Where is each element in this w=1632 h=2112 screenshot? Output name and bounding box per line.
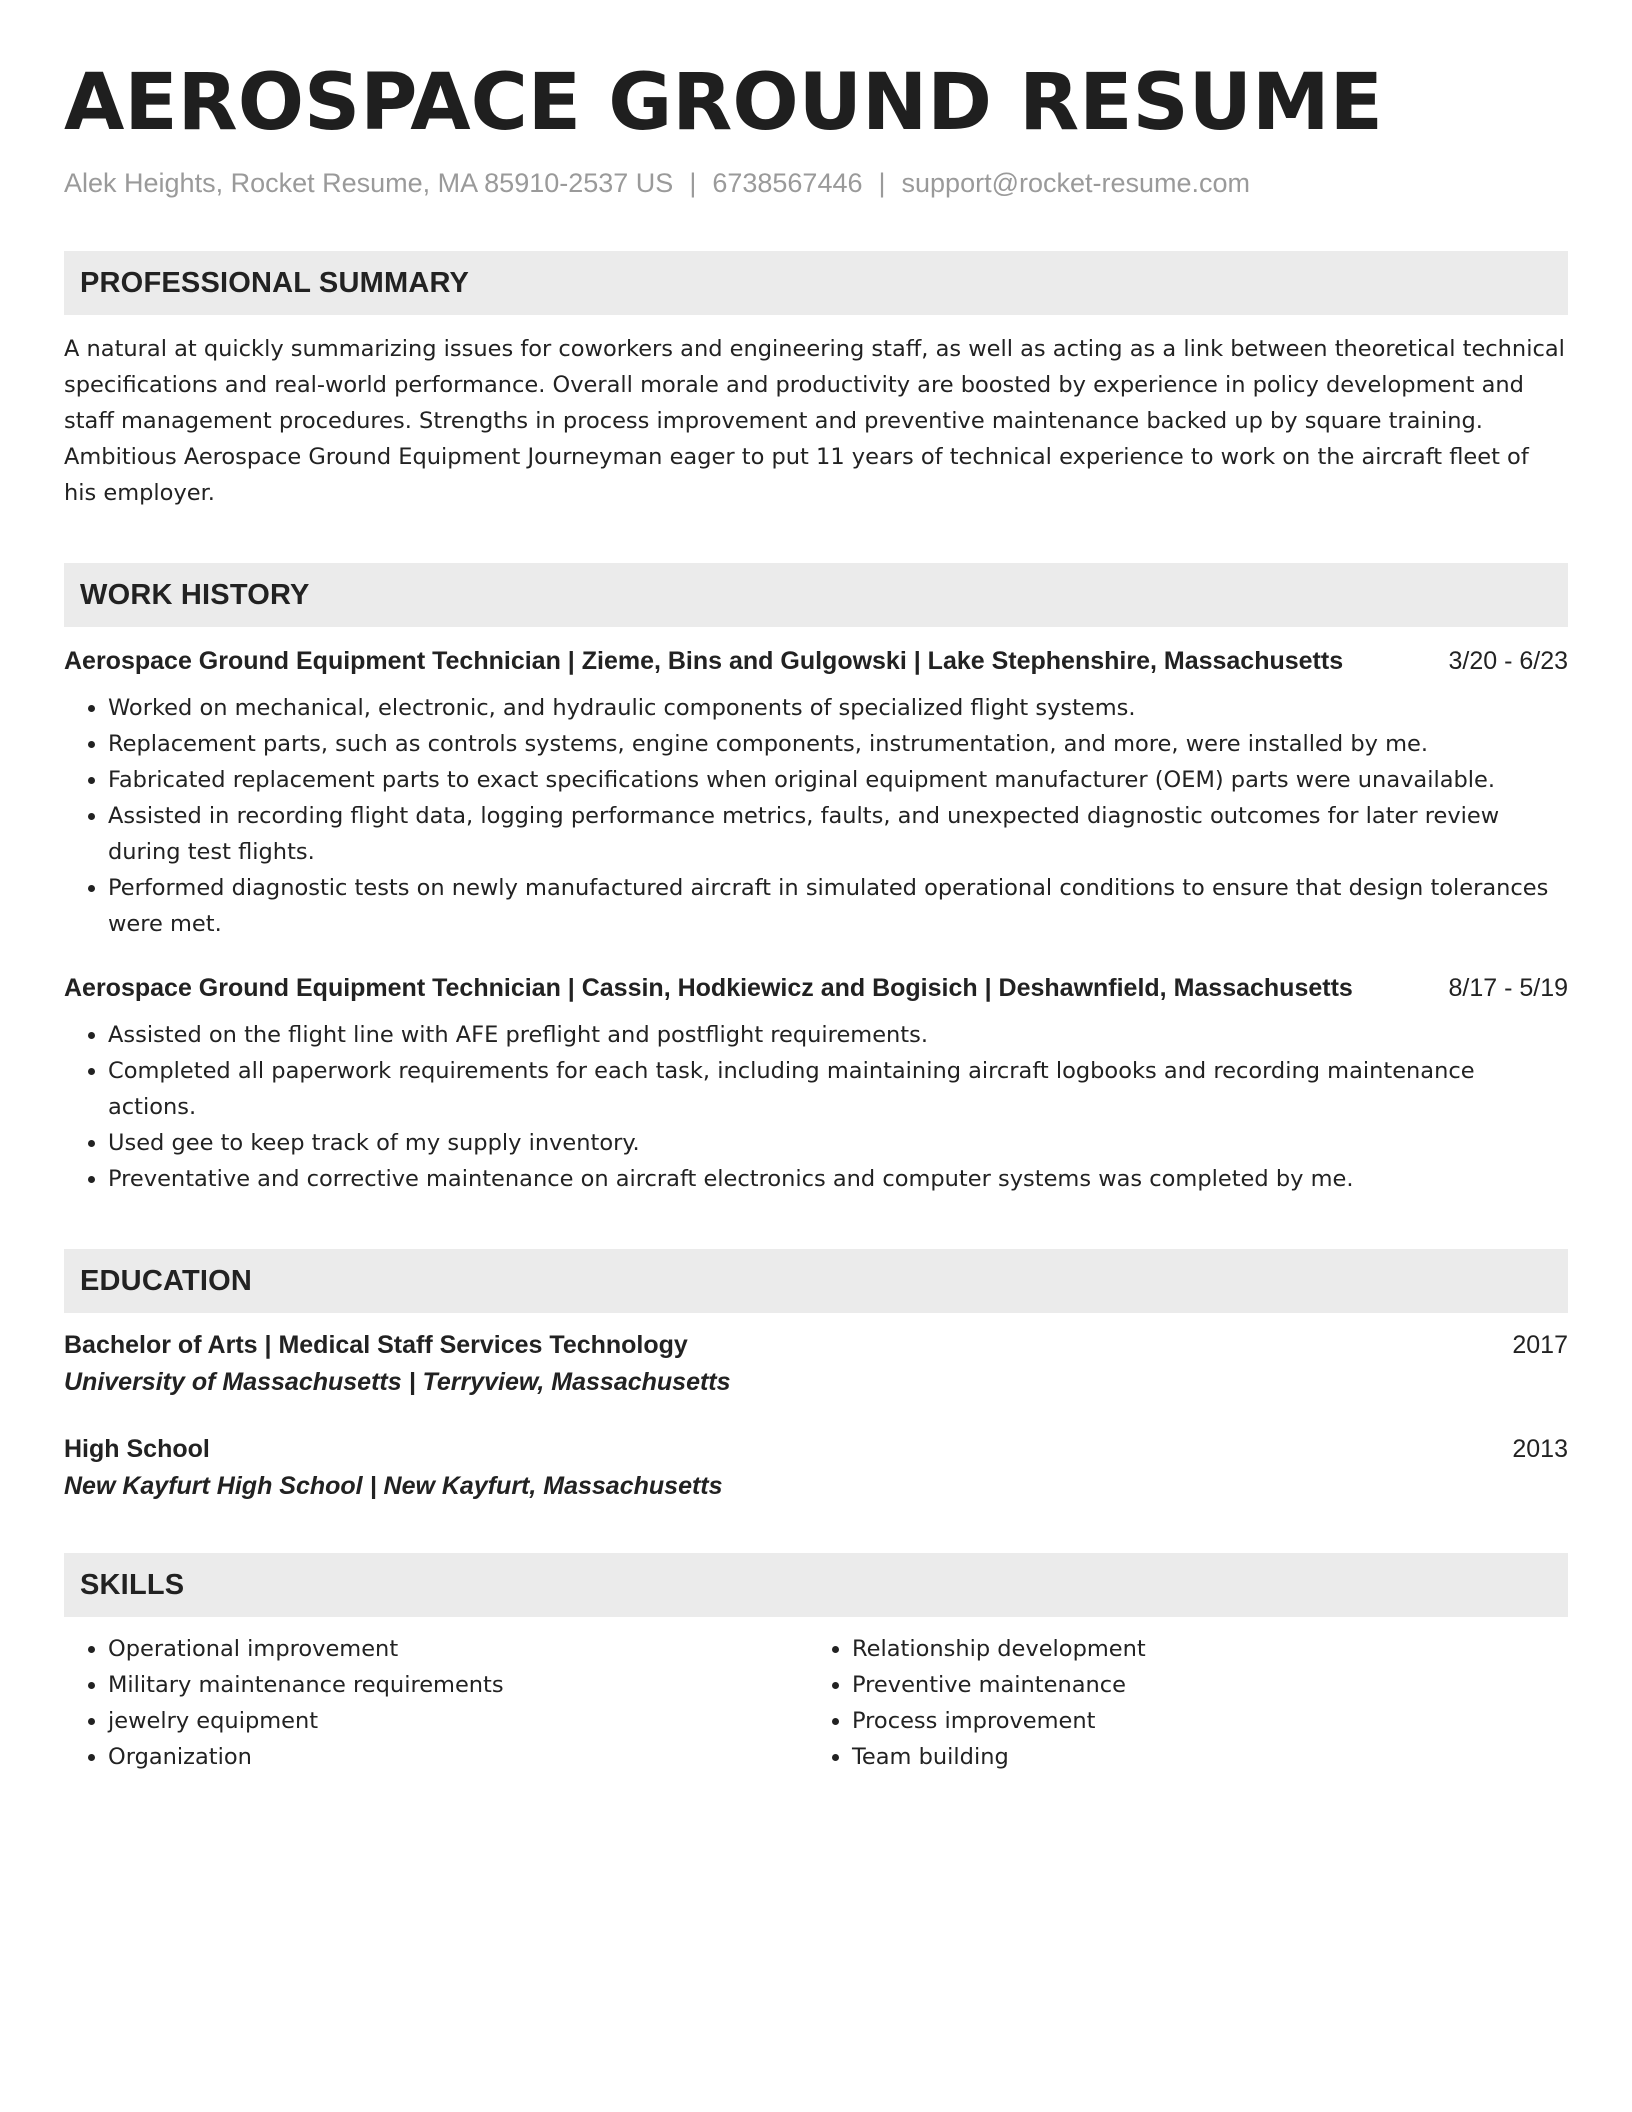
skill-item: • Military maintenance requirements	[108, 1667, 808, 1703]
job-bullet: • Assisted in recording flight data, logging performance metrics, faults, and unexpected diagnostic outcomes for later review during test flights.	[108, 798, 1568, 870]
contact-email: support@rocket-resume.com	[901, 168, 1251, 198]
job-bullet: • Assisted on the flight line with AFE preflight and postflight requirements.	[108, 1017, 1568, 1053]
contact-address: Alek Heights, Rocket Resume, MA 85910-2537 US	[64, 168, 674, 198]
contact-phone: 6738567446	[712, 168, 863, 198]
job-bullet: • Performed diagnostic tests on newly manufactured aircraft in simulated operational conditions to ensure that design tolerances were met.	[108, 870, 1568, 942]
job-header	[64, 647, 1568, 676]
job-title: Aerospace Ground Equipment Technician | Zieme, Bins and Gulgowski | Lake Stephenshire, Massachusetts	[64, 647, 1344, 675]
job-entry	[64, 974, 1568, 1197]
section-header-education: EDUCATION	[64, 1249, 1568, 1313]
skill-item: • Operational improvement	[108, 1631, 808, 1667]
skill-item: • Process improvement	[852, 1703, 1552, 1739]
job-bullet: • Used gee to keep track of my supply inventory.	[108, 1125, 1568, 1161]
education-year: 2017	[1512, 1331, 1568, 1359]
job-bullet: • Fabricated replacement parts to exact specifications when original equipment manufacturer (OEM) parts were unavailable.	[108, 762, 1568, 798]
education-degree: High School	[64, 1435, 210, 1463]
job-bullets	[64, 690, 1568, 942]
job-bullet: • Completed all paperwork requirements for each task, including maintaining aircraft logbooks and recording maintenance actions.	[108, 1053, 1568, 1125]
summary-text: A natural at quickly summarizing issues for coworkers and engineering staff, as well as acting as a link between theoretical technical specifications and real-world performance. Overall morale and productivity are boosted by experience in policy development and staff management procedures. Strengths in process improvement and preventive maintenance backed up by square training. Ambitious Aerospace Ground Equipment Journeyman eager to put 11 years of technical experience to work on the aircraft fleet of his employer.	[64, 336, 1565, 506]
job-bullets	[64, 1017, 1568, 1197]
contact-separator: |	[878, 168, 886, 198]
job-title: Aerospace Ground Equipment Technician | Cassin, Hodkiewicz and Bogisich | Deshawnfield, Massachusetts	[64, 974, 1353, 1002]
contact-line	[64, 168, 1568, 199]
skill-item: • Team building	[852, 1739, 1552, 1775]
education-degree: Bachelor of Arts | Medical Staff Services Technology	[64, 1331, 688, 1359]
job-dates: 3/20 - 6/23	[1448, 647, 1568, 675]
contact-separator: |	[689, 168, 697, 198]
job-dates: 8/17 - 5/19	[1448, 974, 1568, 1002]
education-school: New Kayfurt High School | New Kayfurt, Massachusetts	[64, 1472, 723, 1500]
skill-item: • Preventive maintenance	[852, 1667, 1552, 1703]
job-bullet: • Replacement parts, such as controls systems, engine components, instrumentation, and more, were installed by me.	[108, 726, 1568, 762]
section-header-summary: PROFESSIONAL SUMMARY	[64, 251, 1568, 315]
education-header	[64, 1435, 1568, 1464]
skill-item: • Relationship development	[852, 1631, 1552, 1667]
section-header-skills: SKILLS	[64, 1553, 1568, 1617]
education-year: 2013	[1512, 1435, 1568, 1463]
resume-page	[64, 52, 1568, 1775]
job-entry	[64, 647, 1568, 942]
skill-item: • jewelry equipment	[108, 1703, 808, 1739]
job-bullet: • Worked on mechanical, electronic, and hydraulic components of specialized flight systems.	[108, 690, 1568, 726]
skill-item: • Organization	[108, 1739, 808, 1775]
education-school: University of Massachusetts | Terryview, Massachusetts	[64, 1368, 731, 1396]
skills-column-right	[808, 1631, 1552, 1775]
education-entry	[64, 1435, 1568, 1501]
resume-title: AEROSPACE GROUND RESUME	[64, 58, 1383, 148]
skills-list	[64, 1631, 1568, 1775]
job-header	[64, 974, 1568, 1003]
education-header	[64, 1331, 1568, 1360]
job-bullet: • Preventative and corrective maintenance on aircraft electronics and computer systems was completed by me.	[108, 1161, 1568, 1197]
skills-column-left	[64, 1631, 808, 1775]
education-entry	[64, 1331, 1568, 1397]
section-header-work-history: WORK HISTORY	[64, 563, 1568, 627]
